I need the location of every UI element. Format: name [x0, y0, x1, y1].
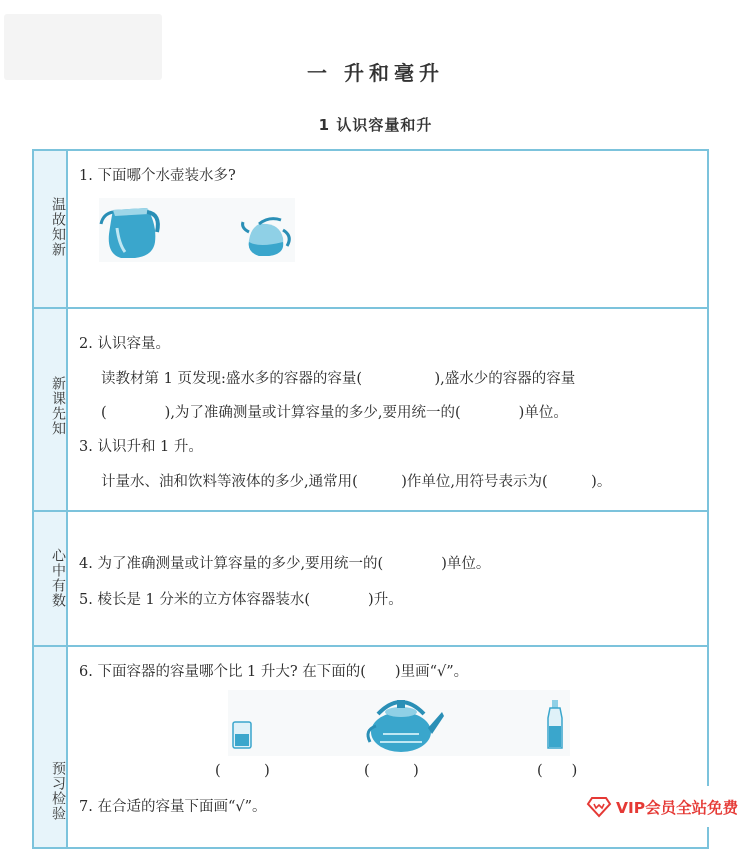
large-kettle-icon: [368, 700, 444, 752]
small-water-kettle-icon: [243, 219, 290, 256]
cup-icon: [233, 722, 251, 748]
question-3: 3. 认识升和 1 升。: [79, 439, 203, 455]
diamond-crown-icon: [586, 796, 612, 818]
worksheet-frame: [32, 149, 709, 849]
kettle-image-strip: [99, 198, 295, 262]
section-label-key-points: 心中有数: [50, 548, 66, 608]
question-1: 1. 下面哪个水壶装水多?: [79, 168, 236, 184]
section-label-review: 温故知新: [50, 197, 66, 257]
small-bottle-icon: [548, 700, 562, 748]
question-7: 7. 在合适的容量下面画“√”。: [79, 799, 267, 815]
answer-blank-bottle[interactable]: ( ): [537, 763, 578, 779]
question-4: 4. 为了准确测量或计算容量的多少,要用统一的( )单位。: [79, 556, 491, 572]
containers-image-strip: [228, 690, 570, 756]
chapter-title: 一 升和毫升: [307, 61, 444, 85]
question-3-line-1: 计量水、油和饮料等液体的多少,通常用( )作单位,用符号表示为( )。: [101, 474, 612, 490]
question-6: 6. 下面容器的容量哪个比 1 升大? 在下面的( )里画“√”。: [79, 664, 469, 680]
section-divider: [34, 510, 707, 512]
answer-blank-cup[interactable]: ( ): [215, 763, 270, 779]
large-water-kettle-icon: [101, 208, 158, 258]
question-2: 2. 认识容量。: [79, 336, 170, 352]
question-2-line-2: ( ),为了准确测量或计算容量的多少,要用统一的( )单位。: [101, 405, 568, 421]
question-2-line-1: 读教材第 1 页发现:盛水多的容器的容量( ),盛水少的容器的容量: [101, 371, 576, 387]
answer-blank-kettle[interactable]: ( ): [364, 763, 419, 779]
section-divider: [34, 307, 707, 309]
section-label-preview: 新课先知: [50, 376, 66, 436]
question-5: 5. 棱长是 1 分米的立方体容器装水( )升。: [79, 592, 403, 608]
vip-watermark-badge[interactable]: [578, 786, 751, 827]
vip-watermark-text: VIP会员全站免费: [616, 798, 739, 817]
water-kettles-illustration: [99, 198, 295, 262]
section-divider: [34, 645, 707, 647]
section-title: 1 认识容量和升: [318, 116, 433, 134]
section-label-check: 预习检验: [50, 761, 66, 821]
containers-illustration: [228, 690, 570, 756]
